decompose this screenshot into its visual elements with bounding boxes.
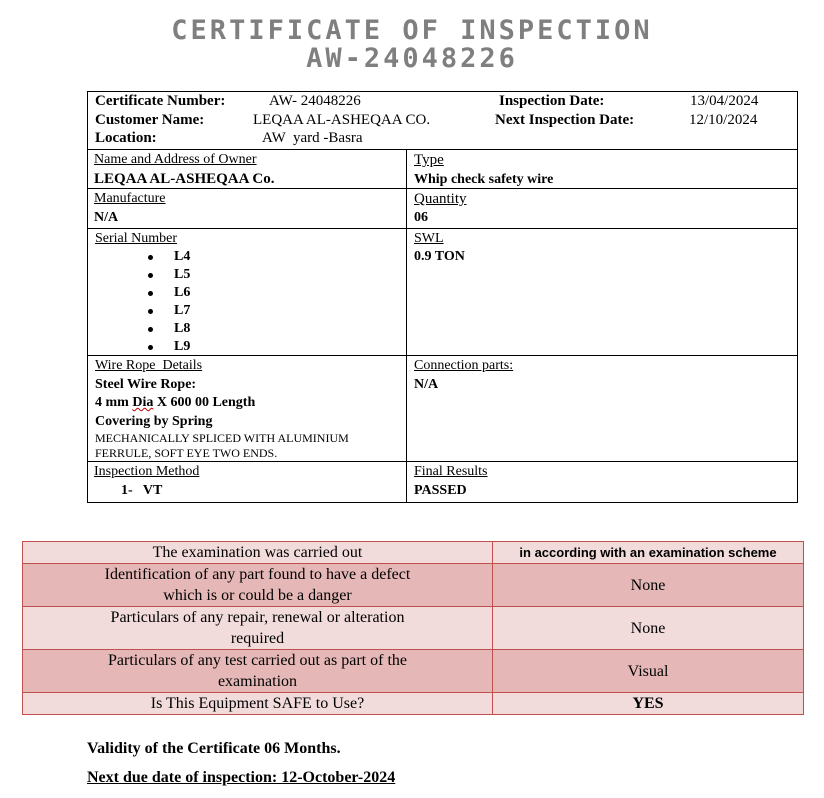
certificate-number-value: AW- 24048226 [269,93,361,109]
bullet-icon [148,291,153,296]
certificate-number-title: AW-24048226 [306,43,518,74]
final-results-value: PASSED [414,483,467,498]
connection-parts-value: N/A [414,377,439,392]
exam-question: The examination was carried out [23,542,493,564]
next-inspection-date-label: Next Inspection Date: [495,112,635,128]
exam-answer: None [493,564,804,607]
location-label: Location: [95,130,157,146]
owner-value: LEQAA AL-ASHEQAA Co. [94,171,275,187]
exam-answer: YES [493,693,804,715]
table-row [23,542,804,564]
bullet-icon [148,327,153,332]
table-row [23,564,804,607]
row-divider [87,355,798,356]
bullet-icon [148,345,153,350]
type-value: Whip check safety wire [414,172,554,187]
connection-parts-label: Connection parts: [414,358,514,373]
inspection-method-value: 1- VT [121,483,163,498]
wire-rope-splice: MECHANICALLY SPLICED WITH ALUMINIUM [95,431,349,445]
exam-answer: in according with an examination scheme [493,542,804,564]
certificate-number-label: Certificate Number: [95,93,226,109]
table-row [23,650,804,693]
serial-item: L6 [174,285,191,300]
customer-name-value: LEQAA AL-ASHEQAA CO. [253,112,431,128]
serial-item: L7 [174,303,191,318]
serial-number-label: Serial Number [95,231,178,246]
swl-label: SWL [414,231,444,246]
inspection-date-value: 13/04/2024 [690,93,759,109]
inspection-method-label: Inspection Method [94,464,200,479]
wire-rope-dimensions: 4 mm Dia X 600 00 Length [95,395,256,410]
quantity-value: 06 [414,210,428,225]
table-row [23,693,804,715]
row-divider [87,461,798,462]
exam-question: Particulars of any repair, renewal or alteration required [23,607,493,650]
manufacture-label: Manufacture [94,191,166,206]
location-value: AW yard -Basra [262,130,363,146]
bullet-icon [148,255,153,260]
final-results-label: Final Results [414,464,488,479]
exam-question: Is This Equipment SAFE to Use? [23,693,493,715]
serial-item: L4 [174,249,191,264]
exam-question: Particulars of any test carried out as part of the examination [23,650,493,693]
type-label: Type [414,152,444,168]
manufacture-value: N/A [94,210,119,225]
serial-item: L8 [174,321,191,336]
wire-rope-eye: FERRULE, SOFT EYE TWO ENDS. [95,446,278,460]
row-divider [87,149,798,150]
swl-value: 0.9 TON [414,249,465,264]
wire-rope-label: Wire Rope Details [95,358,203,373]
next-due-date-note: Next due date of inspection: 12-October-2024 [87,769,396,786]
table-row [23,607,804,650]
serial-item: L5 [174,267,191,282]
wire-rope-type: Steel Wire Rope: [95,377,197,392]
row-divider [87,228,798,229]
examination-table [22,541,804,715]
exam-question: Identification of any part found to have a defect which is or could be a danger [23,564,493,607]
customer-name-label: Customer Name: [95,112,205,128]
quantity-label: Quantity [414,191,467,207]
column-divider [406,149,407,503]
exam-answer: Visual [493,650,804,693]
bullet-icon [148,309,153,314]
owner-label: Name and Address of Owner [94,152,257,167]
bullet-icon [148,273,153,278]
validity-note: Validity of the Certificate 06 Months. [87,740,341,757]
exam-answer: None [493,607,804,650]
serial-item: L9 [174,339,191,354]
certificate-title: CERTIFICATE OF INSPECTION [171,15,653,46]
next-inspection-date-value: 12/10/2024 [689,112,758,128]
wire-rope-covering: Covering by Spring [95,414,213,429]
inspection-date-label: Inspection Date: [499,93,605,109]
